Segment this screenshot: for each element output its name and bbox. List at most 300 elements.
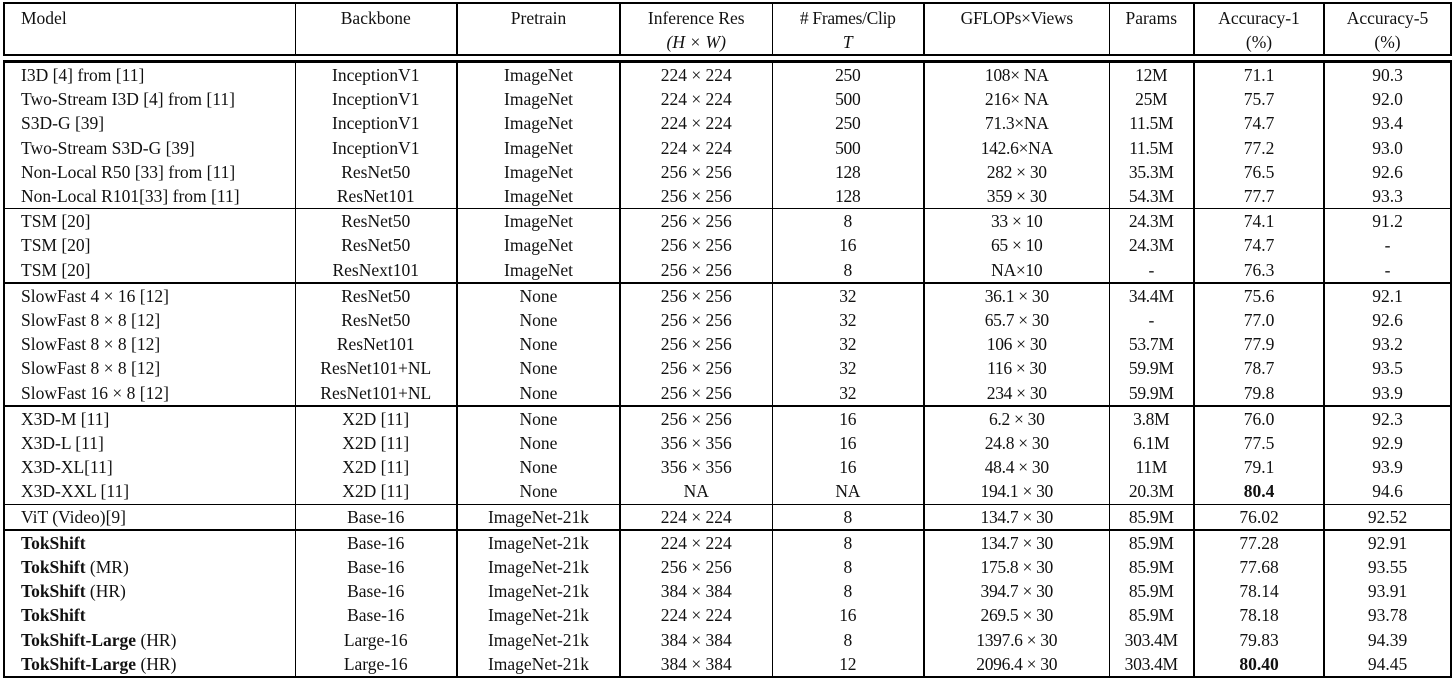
value-pretrain: ImageNet bbox=[504, 137, 573, 158]
value-frames: 8 bbox=[843, 629, 852, 650]
header-acc1: Accuracy-1 (%) bbox=[1194, 3, 1324, 55]
cell-model bbox=[4, 406, 295, 431]
value-acc5: 92.91 bbox=[1367, 532, 1408, 553]
cell-backbone bbox=[295, 184, 457, 209]
value-pretrain: ImageNet-21k bbox=[487, 557, 590, 578]
table-row bbox=[4, 209, 1451, 234]
value-pretrain: None bbox=[519, 285, 558, 306]
cell-model bbox=[4, 283, 295, 308]
cell-params bbox=[1109, 209, 1194, 234]
cell-params bbox=[1109, 233, 1194, 257]
value-acc5: 93.0 bbox=[1372, 137, 1403, 158]
table-row bbox=[4, 308, 1451, 332]
cell-params bbox=[1109, 111, 1194, 135]
cell-params bbox=[1109, 431, 1194, 455]
model-name-bold: TokShift-Large bbox=[21, 629, 137, 650]
value-pretrain: None bbox=[519, 382, 558, 403]
cell-res bbox=[620, 332, 772, 356]
value-frames: 12 bbox=[839, 653, 857, 674]
table-row bbox=[4, 455, 1451, 479]
value-acc5: 91.2 bbox=[1372, 211, 1403, 232]
value-acc1: 79.83 bbox=[1239, 629, 1279, 650]
value-params: 11.5M bbox=[1129, 113, 1174, 134]
cell-frames bbox=[772, 209, 924, 234]
value-gflops: 33 × 10 bbox=[990, 211, 1043, 232]
cell-backbone bbox=[295, 406, 457, 431]
cell-pretrain bbox=[457, 455, 620, 479]
value-backbone: InceptionV1 bbox=[332, 89, 420, 110]
table-row bbox=[4, 111, 1451, 135]
value-gflops: 359 × 30 bbox=[986, 186, 1047, 207]
cell-res bbox=[620, 381, 772, 406]
cell-model bbox=[4, 555, 295, 579]
value-gflops: 6.2 × 30 bbox=[988, 408, 1045, 429]
cell-frames bbox=[772, 406, 924, 431]
cell-res bbox=[620, 258, 772, 283]
cell-backbone bbox=[295, 308, 457, 332]
cell-params bbox=[1109, 406, 1194, 431]
cell-frames bbox=[772, 455, 924, 479]
cell-pretrain bbox=[457, 628, 620, 652]
value-acc1: 80.4 bbox=[1243, 481, 1275, 502]
value-gflops: 175.8 × 30 bbox=[980, 557, 1053, 578]
cell-acc1 bbox=[1194, 184, 1324, 209]
value-acc5: 94.6 bbox=[1372, 481, 1403, 502]
value-acc5: 93.2 bbox=[1372, 334, 1403, 355]
cell-acc1 bbox=[1194, 356, 1324, 380]
cell-acc5 bbox=[1324, 603, 1451, 627]
value-acc1: 77.2 bbox=[1243, 137, 1275, 158]
value-acc5: 92.52 bbox=[1367, 506, 1408, 527]
table-row bbox=[4, 406, 1451, 431]
cell-gflops bbox=[924, 258, 1109, 283]
value-gflops: 71.3×NA bbox=[984, 113, 1049, 134]
model-name: Two-Stream S3D-G [39] bbox=[21, 137, 195, 158]
value-acc5: 92.3 bbox=[1372, 408, 1403, 429]
cell-acc1 bbox=[1194, 579, 1324, 603]
value-frames: 32 bbox=[839, 285, 857, 306]
value-pretrain: ImageNet bbox=[504, 65, 573, 85]
cell-res bbox=[620, 160, 772, 184]
value-gflops: 134.7 × 30 bbox=[980, 506, 1053, 527]
value-gflops: 65 × 10 bbox=[990, 235, 1043, 256]
cell-res bbox=[620, 455, 772, 479]
value-backbone: ResNet50 bbox=[341, 310, 411, 331]
cell-gflops bbox=[924, 579, 1109, 603]
table-row bbox=[4, 160, 1451, 184]
cell-model bbox=[4, 258, 295, 283]
value-pretrain: ImageNet-21k bbox=[487, 605, 590, 626]
cell-gflops bbox=[924, 184, 1109, 209]
value-acc1: 77.28 bbox=[1239, 532, 1279, 553]
cell-backbone bbox=[295, 356, 457, 380]
value-backbone: Large-16 bbox=[343, 629, 408, 650]
value-res: 256 × 256 bbox=[660, 310, 732, 331]
cell-params bbox=[1109, 136, 1194, 160]
value-params: 303.4M bbox=[1124, 629, 1178, 650]
value-params: 24.3M bbox=[1128, 235, 1174, 256]
value-res: NA bbox=[683, 481, 709, 502]
table-row bbox=[4, 504, 1451, 530]
cell-acc1 bbox=[1194, 652, 1324, 677]
value-backbone: Large-16 bbox=[343, 653, 408, 674]
value-res: 256 × 256 bbox=[660, 161, 732, 182]
cell-res bbox=[620, 504, 772, 530]
cell-acc5 bbox=[1324, 332, 1451, 356]
header-row bbox=[4, 3, 1451, 55]
value-params: 85.9M bbox=[1128, 532, 1174, 553]
cell-model bbox=[4, 136, 295, 160]
cell-frames bbox=[772, 504, 924, 530]
cell-params bbox=[1109, 530, 1194, 555]
value-res: 256 × 256 bbox=[660, 557, 732, 578]
cell-model bbox=[4, 530, 295, 555]
cell-backbone bbox=[295, 381, 457, 406]
cell-backbone bbox=[295, 603, 457, 627]
value-params: 53.7M bbox=[1128, 334, 1174, 355]
value-gflops: 394.7 × 30 bbox=[980, 581, 1053, 602]
value-acc1: 76.02 bbox=[1239, 506, 1279, 527]
cell-res bbox=[620, 628, 772, 652]
cell-frames bbox=[772, 530, 924, 555]
value-backbone: InceptionV1 bbox=[332, 113, 420, 134]
model-name: X3D-M [11] bbox=[21, 408, 110, 429]
value-params: 20.3M bbox=[1128, 481, 1174, 502]
cell-acc1 bbox=[1194, 160, 1324, 184]
cell-gflops bbox=[924, 308, 1109, 332]
value-frames: 32 bbox=[839, 310, 857, 331]
cell-acc5 bbox=[1324, 530, 1451, 555]
model-name-bold: TokShift-Large bbox=[21, 653, 137, 674]
cell-res bbox=[620, 87, 772, 111]
cell-acc1 bbox=[1194, 62, 1324, 88]
value-res: 256 × 256 bbox=[660, 186, 732, 207]
cell-frames bbox=[772, 579, 924, 603]
table-row bbox=[4, 184, 1451, 209]
model-name: TSM [20] bbox=[21, 211, 91, 232]
table-body bbox=[4, 62, 1451, 678]
cell-backbone bbox=[295, 455, 457, 479]
model-name: X3D-XL[11] bbox=[21, 457, 113, 478]
cell-model bbox=[4, 431, 295, 455]
cell-backbone bbox=[295, 652, 457, 677]
cell-gflops bbox=[924, 356, 1109, 380]
cell-acc1 bbox=[1194, 455, 1324, 479]
value-acc1: 76.0 bbox=[1243, 408, 1275, 429]
cell-gflops bbox=[924, 209, 1109, 234]
value-res: 256 × 256 bbox=[660, 408, 732, 429]
cell-acc1 bbox=[1194, 603, 1324, 627]
table-row bbox=[4, 555, 1451, 579]
value-acc1: 77.9 bbox=[1243, 334, 1275, 355]
value-pretrain: None bbox=[519, 358, 558, 379]
cell-pretrain bbox=[457, 136, 620, 160]
cell-acc1 bbox=[1194, 233, 1324, 257]
cell-params bbox=[1109, 455, 1194, 479]
value-res: 356 × 356 bbox=[660, 457, 732, 478]
cell-acc1 bbox=[1194, 283, 1324, 308]
cell-frames bbox=[772, 356, 924, 380]
table-row bbox=[4, 283, 1451, 308]
value-acc5: 93.9 bbox=[1372, 382, 1403, 403]
header-gflops: GFLOPs×Views bbox=[924, 3, 1109, 55]
model-name: S3D-G [39] bbox=[21, 113, 105, 134]
value-acc5: 92.9 bbox=[1372, 433, 1403, 454]
cell-backbone bbox=[295, 628, 457, 652]
table-header bbox=[3, 2, 1452, 56]
cell-acc5 bbox=[1324, 233, 1451, 257]
cell-gflops bbox=[924, 381, 1109, 406]
cell-frames bbox=[772, 308, 924, 332]
cell-model bbox=[4, 184, 295, 209]
cell-gflops bbox=[924, 136, 1109, 160]
cell-acc5 bbox=[1324, 579, 1451, 603]
cell-frames bbox=[772, 258, 924, 283]
cell-acc1 bbox=[1194, 111, 1324, 135]
cell-frames bbox=[772, 283, 924, 308]
cell-frames bbox=[772, 479, 924, 504]
value-pretrain: ImageNet bbox=[504, 89, 573, 110]
cell-params bbox=[1109, 356, 1194, 380]
value-gflops: 24.8 × 30 bbox=[984, 433, 1049, 454]
cell-pretrain bbox=[457, 160, 620, 184]
cell-params bbox=[1109, 579, 1194, 603]
value-res: 256 × 256 bbox=[660, 358, 732, 379]
cell-res bbox=[620, 136, 772, 160]
cell-gflops bbox=[924, 283, 1109, 308]
cell-params bbox=[1109, 87, 1194, 111]
value-frames: 16 bbox=[839, 605, 857, 626]
value-acc5: 94.39 bbox=[1367, 629, 1408, 650]
cell-acc5 bbox=[1324, 136, 1451, 160]
model-name: X3D-XXL [11] bbox=[21, 481, 130, 502]
header-model: Model bbox=[4, 3, 295, 55]
model-name-bold: TokShift bbox=[21, 557, 86, 578]
results-table bbox=[3, 60, 1452, 678]
cell-res bbox=[620, 184, 772, 209]
value-res: 224 × 224 bbox=[660, 605, 732, 626]
cell-backbone bbox=[295, 62, 457, 88]
value-acc1: 77.7 bbox=[1243, 186, 1275, 207]
value-res: 384 × 384 bbox=[660, 653, 732, 674]
table-row bbox=[4, 381, 1451, 406]
value-frames: 8 bbox=[843, 211, 852, 232]
cell-acc1 bbox=[1194, 431, 1324, 455]
header-acc5: Accuracy-5 (%) bbox=[1346, 8, 1429, 52]
value-acc5: 93.3 bbox=[1372, 186, 1403, 207]
table-row bbox=[4, 356, 1451, 380]
table-row bbox=[4, 87, 1451, 111]
value-res: 256 × 256 bbox=[660, 235, 732, 256]
cell-params bbox=[1109, 652, 1194, 677]
value-acc5: 94.45 bbox=[1367, 653, 1408, 674]
value-acc5: 90.3 bbox=[1372, 65, 1403, 85]
cell-params bbox=[1109, 381, 1194, 406]
cell-acc1 bbox=[1194, 308, 1324, 332]
cell-acc5 bbox=[1324, 308, 1451, 332]
value-res: 224 × 224 bbox=[660, 532, 732, 553]
model-name: (HR) bbox=[85, 581, 126, 602]
value-frames: 32 bbox=[839, 382, 857, 403]
cell-res bbox=[620, 579, 772, 603]
value-frames: 16 bbox=[839, 235, 857, 256]
cell-pretrain bbox=[457, 652, 620, 677]
value-params: 12M bbox=[1135, 65, 1168, 85]
value-params: 25M bbox=[1135, 89, 1168, 110]
cell-pretrain bbox=[457, 603, 620, 627]
value-frames: 128 bbox=[835, 186, 861, 207]
model-name: SlowFast 8 × 8 [12] bbox=[21, 310, 161, 331]
cell-res bbox=[620, 356, 772, 380]
cell-acc1 bbox=[1194, 332, 1324, 356]
value-pretrain: ImageNet bbox=[504, 186, 573, 207]
value-frames: 128 bbox=[835, 161, 861, 182]
cell-params bbox=[1109, 160, 1194, 184]
header-backbone: Backbone bbox=[295, 3, 457, 55]
cell-backbone bbox=[295, 555, 457, 579]
value-pretrain: None bbox=[519, 457, 558, 478]
cell-model bbox=[4, 308, 295, 332]
table-row bbox=[4, 579, 1451, 603]
cell-gflops bbox=[924, 62, 1109, 88]
model-name-bold: TokShift bbox=[21, 581, 86, 602]
cell-frames bbox=[772, 555, 924, 579]
value-backbone: ResNet101+NL bbox=[320, 382, 432, 403]
value-backbone: Base-16 bbox=[347, 581, 405, 602]
value-frames: 16 bbox=[839, 433, 857, 454]
value-acc5: 92.6 bbox=[1372, 310, 1403, 331]
value-params: 6.1M bbox=[1133, 433, 1170, 454]
header-params: Params bbox=[1109, 3, 1194, 55]
model-name: ViT (Video)[9] bbox=[21, 506, 126, 527]
value-acc1: 74.7 bbox=[1243, 113, 1275, 134]
cell-acc5 bbox=[1324, 455, 1451, 479]
cell-model bbox=[4, 62, 295, 88]
cell-pretrain bbox=[457, 504, 620, 530]
cell-backbone bbox=[295, 233, 457, 257]
cell-model bbox=[4, 603, 295, 627]
cell-res bbox=[620, 233, 772, 257]
cell-acc1 bbox=[1194, 530, 1324, 555]
cell-acc1 bbox=[1194, 381, 1324, 406]
value-res: 384 × 384 bbox=[660, 629, 732, 650]
header-pretrain: Pretrain bbox=[457, 3, 620, 55]
value-pretrain: None bbox=[519, 310, 558, 331]
cell-backbone bbox=[295, 160, 457, 184]
value-params: 303.4M bbox=[1124, 653, 1178, 674]
cell-pretrain bbox=[457, 555, 620, 579]
cell-gflops bbox=[924, 530, 1109, 555]
value-backbone: InceptionV1 bbox=[332, 137, 420, 158]
cell-acc5 bbox=[1324, 184, 1451, 209]
value-params: 11.5M bbox=[1129, 137, 1174, 158]
value-backbone: ResNet101 bbox=[336, 186, 415, 207]
cell-frames bbox=[772, 111, 924, 135]
value-pretrain: ImageNet-21k bbox=[487, 653, 590, 674]
cell-pretrain bbox=[457, 479, 620, 504]
cell-model bbox=[4, 455, 295, 479]
value-acc1: 77.5 bbox=[1243, 433, 1275, 454]
cell-params bbox=[1109, 62, 1194, 88]
cell-res bbox=[620, 406, 772, 431]
table-row bbox=[4, 431, 1451, 455]
cell-frames bbox=[772, 62, 924, 88]
model-name-bold: TokShift bbox=[21, 605, 86, 626]
cell-pretrain bbox=[457, 62, 620, 88]
model-name: I3D [4] from [11] bbox=[21, 65, 145, 85]
cell-acc5 bbox=[1324, 628, 1451, 652]
cell-frames bbox=[772, 87, 924, 111]
cell-frames bbox=[772, 431, 924, 455]
value-frames: 16 bbox=[839, 457, 857, 478]
value-gflops: 106 × 30 bbox=[986, 334, 1047, 355]
cell-pretrain bbox=[457, 579, 620, 603]
cell-pretrain bbox=[457, 431, 620, 455]
value-pretrain: ImageNet bbox=[504, 259, 573, 280]
cell-pretrain bbox=[457, 209, 620, 234]
cell-acc5 bbox=[1324, 111, 1451, 135]
value-gflops: 1397.6 × 30 bbox=[976, 629, 1058, 650]
model-name: (MR) bbox=[85, 557, 129, 578]
value-acc5: 92.6 bbox=[1372, 161, 1403, 182]
value-frames: 8 bbox=[843, 532, 852, 553]
cell-res bbox=[620, 62, 772, 88]
value-params: 85.9M bbox=[1128, 557, 1174, 578]
cell-acc5 bbox=[1324, 356, 1451, 380]
value-acc1: 78.18 bbox=[1239, 605, 1279, 626]
cell-pretrain bbox=[457, 308, 620, 332]
model-name: TSM [20] bbox=[21, 259, 91, 280]
model-name: Two-Stream I3D [4] from [11] bbox=[21, 89, 235, 110]
value-res: 256 × 256 bbox=[660, 382, 732, 403]
cell-model bbox=[4, 652, 295, 677]
value-pretrain: ImageNet bbox=[504, 113, 573, 134]
cell-backbone bbox=[295, 504, 457, 530]
value-acc5: - bbox=[1384, 235, 1391, 256]
value-params: 24.3M bbox=[1128, 211, 1174, 232]
value-backbone: InceptionV1 bbox=[332, 65, 420, 85]
value-res: 224 × 224 bbox=[660, 113, 732, 134]
cell-backbone bbox=[295, 530, 457, 555]
cell-params bbox=[1109, 504, 1194, 530]
value-acc5: 92.1 bbox=[1372, 285, 1403, 306]
value-params: 59.9M bbox=[1128, 382, 1174, 403]
value-backbone: ResNet50 bbox=[341, 285, 411, 306]
value-frames: 16 bbox=[839, 408, 857, 429]
value-backbone: X2D [11] bbox=[342, 408, 410, 429]
value-res: 356 × 356 bbox=[660, 433, 732, 454]
value-res: 224 × 224 bbox=[660, 137, 732, 158]
cell-model bbox=[4, 381, 295, 406]
value-params: 85.9M bbox=[1128, 605, 1174, 626]
value-frames: 500 bbox=[835, 89, 861, 110]
value-frames: 8 bbox=[843, 557, 852, 578]
value-gflops: NA×10 bbox=[991, 259, 1043, 280]
cell-params bbox=[1109, 308, 1194, 332]
value-backbone: ResNet50 bbox=[341, 235, 411, 256]
cell-params bbox=[1109, 283, 1194, 308]
cell-params bbox=[1109, 332, 1194, 356]
cell-backbone bbox=[295, 258, 457, 283]
value-acc5: 93.9 bbox=[1372, 457, 1403, 478]
cell-backbone bbox=[295, 579, 457, 603]
table-row bbox=[4, 136, 1451, 160]
cell-model bbox=[4, 504, 295, 530]
cell-backbone bbox=[295, 209, 457, 234]
cell-frames bbox=[772, 184, 924, 209]
value-backbone: ResNext101 bbox=[332, 259, 420, 280]
cell-pretrain bbox=[457, 87, 620, 111]
